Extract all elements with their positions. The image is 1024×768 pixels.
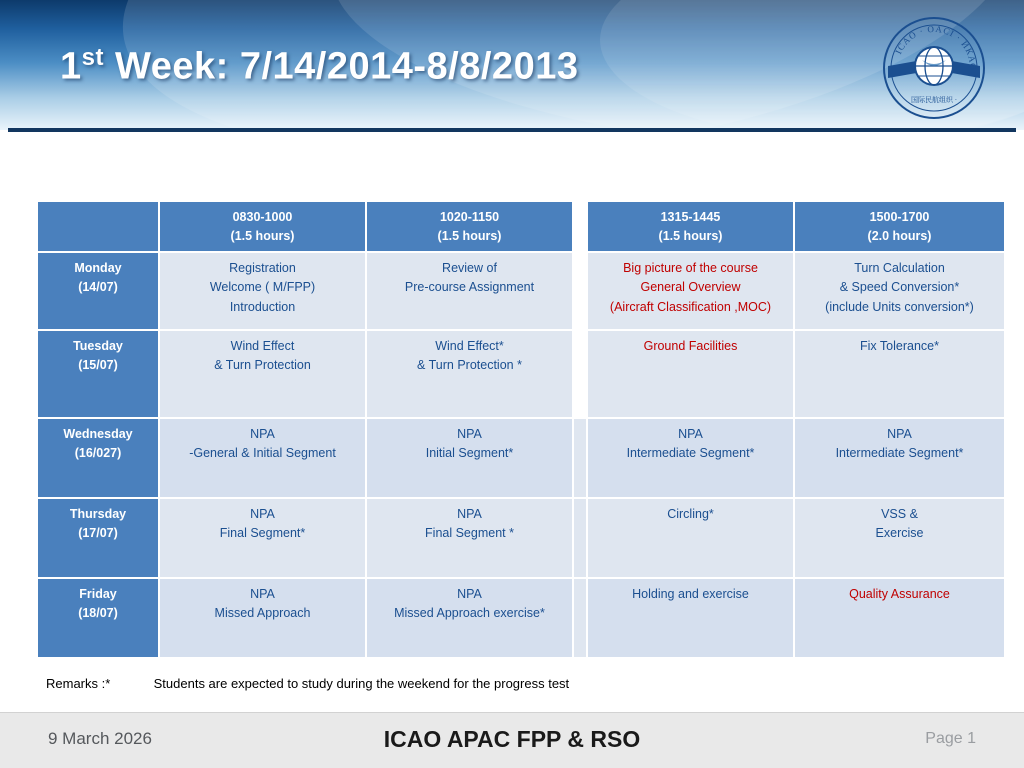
table-row — [38, 331, 1004, 417]
day-date: (14/07) — [78, 280, 118, 295]
slot-3-duration: (1.5 hours) — [658, 229, 723, 244]
day-name: Friday — [79, 586, 117, 601]
title-main: Week: 7/14/2014-8/8/2013 — [115, 45, 579, 88]
session-cell — [795, 253, 1004, 329]
slot-1-time: 0830-1000 — [232, 210, 293, 224]
row-gap-cell — [574, 579, 586, 657]
session-line: Turn Calculation — [854, 260, 945, 275]
day-cell-monday — [38, 253, 158, 329]
session-line: Registration — [229, 260, 296, 275]
row-gap-cell — [574, 253, 586, 329]
slot-3-time: 1315-1445 — [660, 210, 721, 224]
day-date: (16/027) — [74, 446, 122, 461]
day-cell-wednesday — [38, 419, 158, 497]
day-cell-tuesday — [38, 331, 158, 417]
session-cell — [367, 499, 572, 577]
session-line: Missed Approach — [214, 606, 311, 621]
session-cell — [367, 419, 572, 497]
session-cell — [588, 253, 793, 329]
session-cell — [588, 419, 793, 497]
session-line: NPA — [457, 506, 482, 521]
day-name: Tuesday — [73, 338, 123, 353]
table-row — [38, 253, 1004, 329]
session-line: & Turn Protection — [214, 358, 311, 373]
session-line: Circling* — [667, 506, 714, 521]
slide-footer — [0, 712, 1024, 768]
session-cell — [367, 331, 572, 417]
session-line: NPA — [457, 426, 482, 441]
day-date: (18/07) — [78, 606, 118, 621]
header-slot-2 — [367, 202, 572, 251]
table-header-row — [38, 202, 1004, 251]
header-slot-4 — [795, 202, 1004, 251]
page-title — [60, 44, 578, 89]
session-cell — [795, 331, 1004, 417]
session-line: Holding and exercise — [632, 586, 749, 601]
day-date: (15/07) — [78, 358, 118, 373]
remarks-label: Remarks :* — [46, 676, 111, 691]
session-line: (include Units conversion*) — [825, 299, 974, 314]
svg-text:ICAO · OACI · ИКАО: ICAO · OACI · ИКАО — [893, 23, 979, 71]
title-ordinal-suffix: st — [81, 44, 104, 71]
table-row — [38, 499, 1004, 577]
session-cell — [160, 253, 365, 329]
day-name: Monday — [74, 260, 122, 275]
row-gap-cell — [574, 499, 586, 577]
remarks — [46, 676, 569, 691]
table-row — [38, 579, 1004, 657]
session-line: (Aircraft Classification ,MOC) — [609, 299, 772, 314]
table-row — [38, 419, 1004, 497]
session-cell — [367, 253, 572, 329]
session-line: Ground Facilities — [643, 338, 738, 353]
session-line: Big picture of the course — [623, 260, 758, 275]
session-cell — [795, 499, 1004, 577]
slot-1-duration: (1.5 hours) — [230, 229, 295, 244]
session-cell — [795, 579, 1004, 657]
session-cell — [588, 579, 793, 657]
session-line: Review of — [442, 260, 497, 275]
header-corner-cell — [38, 202, 158, 251]
session-line: Final Segment * — [425, 526, 514, 541]
slot-2-duration: (1.5 hours) — [437, 229, 502, 244]
footer-title: ICAO APAC FPP & RSO — [383, 726, 641, 752]
schedule-table — [36, 200, 1006, 659]
session-line: Introduction — [229, 299, 296, 314]
footer-page-number: Page 1 — [925, 730, 976, 747]
header-gap-cell — [574, 202, 586, 251]
session-line: Missed Approach exercise* — [394, 606, 545, 621]
row-gap-cell — [574, 419, 586, 497]
row-gap-cell — [574, 331, 586, 417]
session-line: NPA — [457, 586, 482, 601]
session-line: Final Segment* — [219, 526, 306, 541]
session-cell — [588, 331, 793, 417]
session-line: Intermediate Segment* — [835, 446, 964, 461]
session-line: -General & Initial Segment — [189, 446, 336, 461]
footer-date: 9 March 2026 — [48, 729, 152, 748]
session-cell — [367, 579, 572, 657]
session-line: NPA — [250, 586, 275, 601]
session-cell — [160, 331, 365, 417]
slot-2-time: 1020-1150 — [439, 210, 500, 224]
session-line: Pre-course Assignment — [404, 280, 535, 295]
session-line: NPA — [678, 426, 703, 441]
session-line: Wind Effect* — [435, 338, 504, 353]
header-divider — [8, 128, 1016, 132]
day-date: (17/07) — [78, 526, 118, 541]
title-prefix: 1 — [60, 45, 82, 88]
session-line: NPA — [250, 506, 275, 521]
session-line: Wind Effect — [230, 338, 295, 353]
session-line: Initial Segment* — [425, 446, 514, 461]
session-cell — [160, 579, 365, 657]
session-line: Fix Tolerance* — [860, 338, 939, 353]
day-name: Thursday — [69, 506, 127, 521]
header-slot-1 — [160, 202, 365, 251]
icao-logo — [882, 16, 986, 120]
session-line: NPA — [250, 426, 275, 441]
day-cell-thursday — [38, 499, 158, 577]
day-cell-friday — [38, 579, 158, 657]
session-cell — [160, 499, 365, 577]
session-cell — [588, 499, 793, 577]
session-line: General Overview — [640, 280, 741, 295]
header-slot-3 — [588, 202, 793, 251]
session-cell — [795, 419, 1004, 497]
session-line: & Speed Conversion* — [839, 280, 960, 295]
slot-4-time: 1500-1700 — [869, 210, 930, 224]
session-cell — [160, 419, 365, 497]
session-line: Welcome ( M/FPP) — [209, 280, 316, 295]
svg-text:国际民航组织 ·: 国际民航组织 · — [910, 96, 958, 104]
session-line: Intermediate Segment* — [626, 446, 755, 461]
session-line: NPA — [887, 426, 912, 441]
slot-4-duration: (2.0 hours) — [867, 229, 932, 244]
session-line: Exercise — [875, 526, 924, 541]
session-line: VSS & — [881, 506, 918, 521]
session-line: Quality Assurance — [849, 586, 950, 601]
session-line: & Turn Protection * — [417, 358, 522, 373]
remarks-text: Students are expected to study during the weekend for the progress test — [153, 676, 570, 691]
day-name: Wednesday — [63, 426, 133, 441]
